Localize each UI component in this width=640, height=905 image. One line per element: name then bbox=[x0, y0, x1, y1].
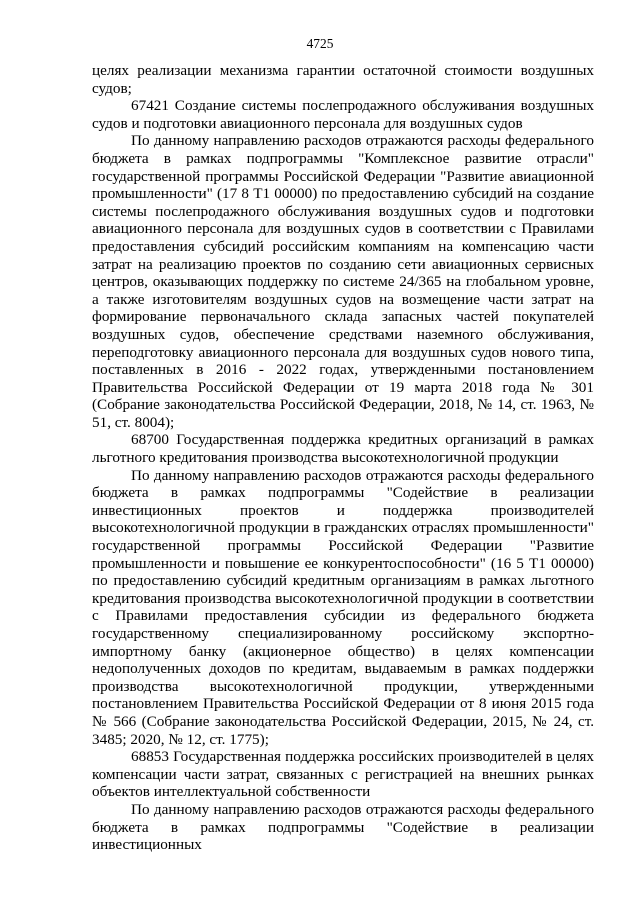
paragraph-68853-description: По данному направлению расходов отражаются расходы федерального бюджета в рамках подпрограммы "Содействие в реализации инвестиционных bbox=[92, 800, 594, 854]
section-heading-67421: 67421 Создание системы послепродажного обслуживания воздушных судов и подготовки авиационного персонала для воздушных судов bbox=[92, 97, 594, 132]
document-body bbox=[92, 62, 594, 854]
paragraph-67421-description: По данному направлению расходов отражаются расходы федерального бюджета в рамках подпрограммы "Комплексное развитие отрасли" государственной программы Российской Федерации "Развитие авиационной промышленности" (17 8 Т1 00000) по предоставлению субсидий на создание системы послепродажного обслуживания воздушных судов и подготовки авиационного персонала для воздушных судов в соответствии с Правилами предоставления субсидий российским компаниям на компенсацию части затрат на реализацию проектов по созданию сети авиационных сервисных центров, оказывающих поддержку по системе 24/365 на глобальном уровне, а также изготовителям воздушных судов на возмещение части затрат на формирование первоначального склада запасных частей покупателей воздушных судов, обеспечение средствами наземного обслуживания, переподготовку авиационного персонала для воздушных судов нового типа, поставленных в 2016 - 2022 годах, утвержденными постановлением Правительства Российской Федерации от 19 марта 2018 года № 301 (Собрание законодательства Российской Федерации, 2018, № 14, ст. 1963, № 51, ст. 8004); bbox=[92, 132, 594, 431]
paragraph-68700-description: По данному направлению расходов отражаются расходы федерального бюджета в рамках подпрограммы "Содействие в реализации инвестиционных проектов и поддержка производителей высокотехнологичной продукции в гражданских отраслях промышленности" государственной программы Российской Федерации "Развитие промышленности и повышение ее конкурентоспособности" (16 5 Т1 00000) по предоставлению субсидий кредитным организациям в рамках льготного кредитования производства высокотехнологичной продукции в соответствии с Правилами предоставления субсидии из федерального бюджета государственному специализированному российскому экспортно-импортному банку (акционерное общество) в целях компенсации недополученных доходов по кредитам, выдаваемым в рамках поддержки производства высокотехнологичной продукции, утвержденными постановлением Правительства Российской Федерации от 8 июня 2015 года № 566 (Собрание законодательства Российской Федерации, 2015, № 24, ст. 3485; 2020, № 12, ст. 1775); bbox=[92, 466, 594, 748]
page-number: 4725 bbox=[306, 36, 334, 51]
section-heading-68853: 68853 Государственная поддержка российских производителей в целях компенсации части затрат, связанных с регистрацией на внешних рынках объектов интеллектуальной собственности bbox=[92, 748, 594, 801]
paragraph-continuation: целях реализации механизма гарантии остаточной стоимости воздушных судов; bbox=[92, 62, 594, 97]
section-heading-68700: 68700 Государственная поддержка кредитных организаций в рамках льготного кредитования производства высокотехнологичной продукции bbox=[92, 431, 594, 467]
